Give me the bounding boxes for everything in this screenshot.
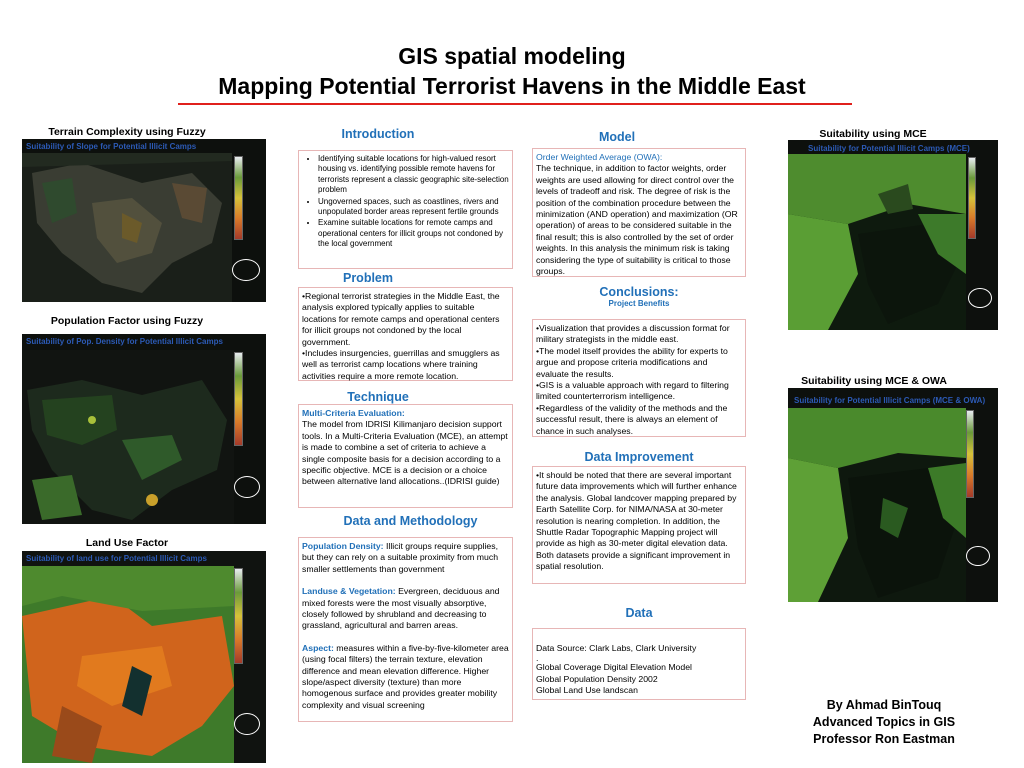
course-name: Advanced Topics in GIS <box>812 715 956 729</box>
mce-owa-map-title: Suitability for Potential Illicit Camps (MCE & OWA) <box>794 396 986 405</box>
mce-map-title: Suitability for Potential Illicit Camps (MCE) <box>808 144 970 153</box>
data-line: Global Land Use landscan <box>536 685 638 696</box>
north-arrow-icon <box>234 713 260 735</box>
aspect-label: Aspect: <box>302 642 334 653</box>
mce-map-caption: Suitability using MCE <box>819 128 927 140</box>
landuse-vegetation-label: Landuse & Vegetation: <box>302 586 396 597</box>
poster-title-line2: Mapping Potential Terrorist Havens in the Middle East <box>218 73 806 99</box>
data-improvement-box <box>532 466 746 584</box>
model-heading: Model <box>598 130 636 144</box>
landuse-map-caption: Land Use Factor <box>85 537 169 549</box>
population-suitability-map <box>22 334 266 524</box>
professor-name: Professor Ron Eastman <box>813 732 955 746</box>
data-line: . <box>536 653 539 664</box>
data-improvement-text: •It should be noted that there are several important future data improvements which will further enhance the analysis. Global landcover mapping prepared by Earth Satellite Corp. for NIMA/NASA at 30-meter resolution is nearing completion. In addition, the Shuttle Radar Topographic Mapping project will provide as high as 30-meter digital elevation data. Both datasets provide a significant improvement in spatial resolution. <box>536 470 737 572</box>
north-arrow-icon <box>232 259 260 281</box>
landuse-map-title: Suitability of land use for Potential Illicit Camps <box>26 554 207 563</box>
terrain-map-legend <box>234 156 243 240</box>
introduction-bullet: • Ungoverned spaces, such as coastlines, rivers and unpopulated border areas represent fertile grounds <box>318 197 509 218</box>
mce-map-graphic <box>788 154 966 330</box>
conclusion-item: •Visualization that provides a discussion format for military strategists in the middle east. <box>536 323 730 345</box>
conclusion-item: •Regardless of the validity of the methods and the successful result, there is always an element of chance in such analyses. <box>536 402 728 436</box>
technique-box <box>298 404 513 508</box>
introduction-heading: Introduction <box>341 127 415 141</box>
data-methodology-box <box>298 537 513 722</box>
conclusion-item: •GIS is a valuable approach with regard to filtering limited counterterrorism intelligence. <box>536 380 729 402</box>
mce-suitability-map <box>788 140 998 330</box>
data-methodology-heading: Data and Methodology <box>343 514 478 528</box>
conclusions-heading: Conclusions: <box>599 285 679 299</box>
poster-title-line1: GIS spatial modeling <box>398 43 626 69</box>
north-arrow-icon <box>966 546 990 566</box>
data-line: Data Source: Clark Labs, Clark University <box>536 643 697 653</box>
technique-heading: Technique <box>347 390 409 404</box>
model-text: The technique, in addition to factor weights, order weights are used allowing for direct control over the levels of tradeoff and risk. The degree of risk is the position of the combination procedure between the minimization (AND operation) and maximization (OR operation) of areas to be considered suitable in the final result; this is also controlled by the set of order weights. In this analysis the minimum risk is taking considering the type of suitability is critical to those groups. <box>536 163 738 277</box>
mce-owa-suitability-map <box>788 388 998 602</box>
model-label: Order Weighted Average (OWA): <box>536 152 663 162</box>
terrain-suitability-map <box>22 139 266 302</box>
terrain-map-title: Suitability of Slope for Potential Illicit Camps <box>26 142 197 151</box>
population-density-text: Illicit groups require supplies, but they can rely on a suitable proximity from much smaller settlements than government <box>302 541 499 574</box>
conclusions-subheading: Project Benefits <box>608 299 670 308</box>
landuse-vegetation-text: Evergreen, deciduous and mixed forests were the most visually absorptive, closely followed by shrubland and decreasing to grassland, agricultural and barren areas. <box>302 586 500 631</box>
population-map-caption: Population Factor using Fuzzy <box>50 315 204 327</box>
landuse-map-graphic <box>22 566 234 763</box>
mce-map-legend <box>968 157 976 239</box>
author-name: By Ahmad BinTouq <box>826 698 942 712</box>
introduction-bullet: • Examine suitable locations for remote camps and operational centers for illicit groups not condoned by the local government <box>318 218 509 249</box>
terrain-legend-ticks <box>246 156 247 187</box>
population-map-title: Suitability of Pop. Density for Potential Illicit Camps <box>26 337 223 346</box>
author-block <box>776 697 992 748</box>
mce-owa-map-caption: Suitability using MCE & OWA <box>801 375 947 387</box>
data-improvement-heading: Data Improvement <box>584 450 694 464</box>
population-density-label: Population Density: <box>302 541 384 551</box>
mce-owa-map-graphic <box>788 408 966 602</box>
terrain-map-caption: Terrain Complexity using Fuzzy <box>48 126 206 138</box>
north-arrow-icon <box>234 476 260 498</box>
landuse-suitability-map <box>22 551 266 763</box>
problem-heading: Problem <box>342 271 393 285</box>
introduction-bullet: • Identifying suitable locations for high-valued resort housing vs. identifying possible remote havens for terrorists represent a classic geographic site-selection problem <box>318 154 509 196</box>
aspect-text: measures within a five-by-five-kilometer area (using focal filters) the terrain texture, elevation difference and mean elevation difference. Higher slope/aspect diversity (texture) than more homogenous surface and provides greater mobility complexity and visual screening <box>302 642 509 710</box>
technique-text: The model from IDRISI Kilimanjaro decision support tools. In a Multi-Criteria Evaluation (MCE), an attempt is made to combine a set of criteria to achieve a single composite basis for a decision according to a specific objective. MCE is a decision or a choice between alternative land allocations..(IDRISI guide) <box>302 419 508 487</box>
data-line: Global Coverage Digital Elevation Model <box>536 662 692 673</box>
terrain-map-graphic <box>22 153 232 302</box>
population-map-graphic <box>22 350 234 524</box>
problem-text: •Regional terrorist strategies in the Middle East, the analysis explored typically applies to suitable locations for remote camps and operational centers for illicit groups not condoned by the local government. <box>302 291 500 347</box>
north-arrow-icon <box>968 288 992 308</box>
data-box <box>532 628 746 700</box>
data-line: Global Population Density 2002 <box>536 673 658 684</box>
model-box <box>532 148 746 277</box>
title-underline <box>178 103 852 105</box>
conclusions-box <box>532 319 746 437</box>
mce-owa-map-legend <box>966 410 974 498</box>
introduction-box <box>298 150 513 269</box>
landuse-map-legend <box>234 568 243 664</box>
conclusion-item: •The model itself provides the ability for experts to argue and propose criteria modifications and evaluate the results. <box>536 345 728 379</box>
problem-box <box>298 287 513 381</box>
population-map-legend <box>234 352 243 446</box>
problem-text: •Includes insurgencies, guerrillas and smugglers as well as terrorist camp locations where training activities require a more remote location. <box>302 348 500 381</box>
technique-label: Multi-Criteria Evaluation: <box>302 408 405 418</box>
data-heading: Data <box>625 606 653 620</box>
